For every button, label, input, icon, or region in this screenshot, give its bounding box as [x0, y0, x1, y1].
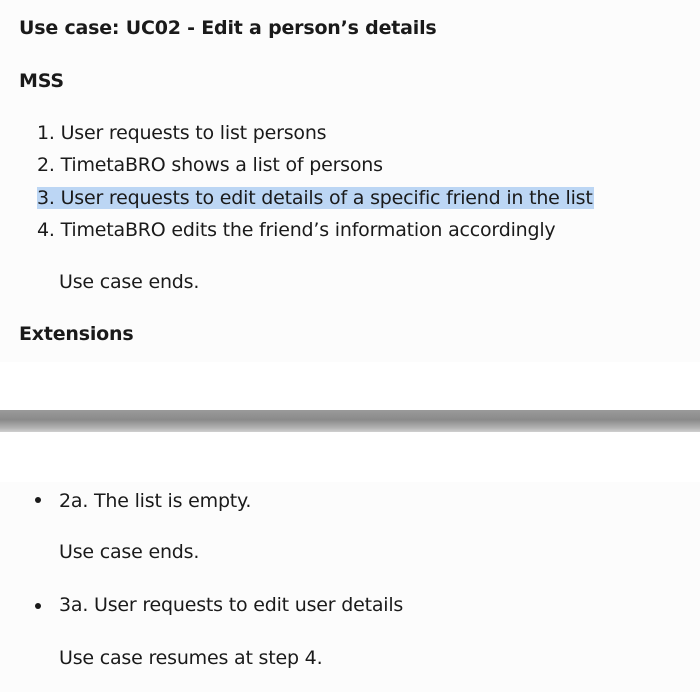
extension-result: Use case ends.: [59, 541, 200, 563]
mss-heading: MSS: [19, 70, 64, 92]
extension-item: 3a. User requests to edit user details: [59, 594, 404, 616]
mss-end-text: Use case ends.: [59, 271, 200, 293]
mss-step: 2. TimetaBRO shows a list of persons: [37, 154, 383, 176]
extension-item: 2a. The list is empty.: [59, 490, 252, 512]
mss-step-highlighted: [37, 185, 594, 211]
page-break-divider: [0, 410, 700, 432]
extensions-heading: Extensions: [19, 323, 134, 345]
page-gap: [0, 432, 700, 482]
bullet-icon: [35, 497, 41, 503]
extension-result: Use case resumes at step 4.: [59, 647, 323, 669]
mss-step: 4. TimetaBRO edits the friend’s information accordingly: [37, 219, 556, 241]
selection-highlight[interactable]: 3. User requests to edit details of a specific friend in the list: [37, 187, 593, 209]
use-case-title: Use case: UC02 - Edit a person’s details: [19, 17, 437, 39]
mss-step: 1. User requests to list persons: [37, 122, 327, 144]
page-gap: [0, 362, 700, 410]
bullet-icon: [35, 603, 41, 609]
